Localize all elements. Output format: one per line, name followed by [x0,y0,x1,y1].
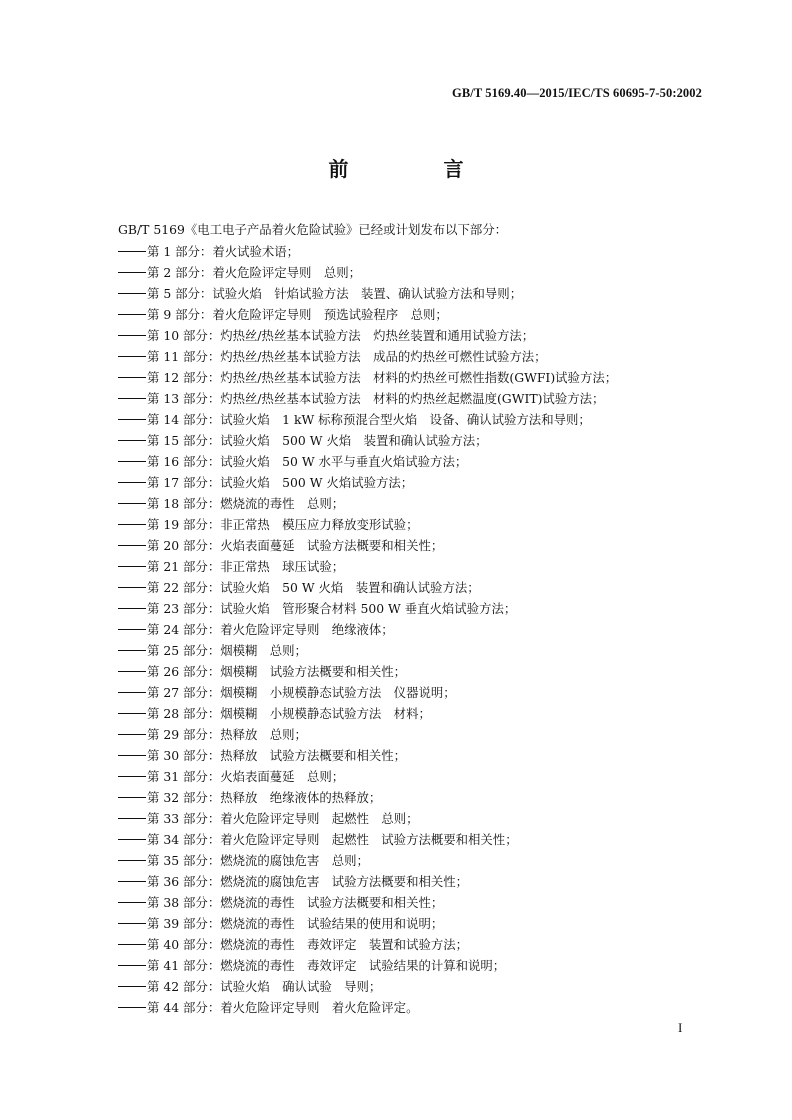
list-item [118,955,617,976]
em-dash-marker [118,461,146,462]
em-dash-marker [118,251,146,252]
list-item [118,745,617,766]
em-dash-marker [118,713,146,714]
em-dash-marker [118,965,146,966]
list-item [118,472,617,493]
list-item-text: 第 31 部分：火焰表面蔓延 总则； [147,769,345,784]
list-item [118,262,617,283]
list-item [118,808,617,829]
list-item-text: 第 1 部分：着火试验术语； [147,244,300,259]
list-item-text: 第 13 部分：灼热丝/热丝基本试验方法 材料的灼热丝起燃温度(GWIT)试验方法； [147,391,605,406]
list-item-text: 第 14 部分：试验火焰 1 kW 标称预混合型火焰 设备、确认试验方法和导则； [147,412,591,427]
em-dash-marker [118,692,146,693]
list-item [118,325,617,346]
em-dash-marker [118,755,146,756]
list-item-text: 第 24 部分：着火危险评定导则 绝缘液体； [147,622,394,637]
list-item-text: 第 41 部分：燃烧流的毒性 毒效评定 试验结果的计算和说明； [147,958,506,973]
em-dash-marker [118,524,146,525]
em-dash-marker [118,503,146,504]
list-item-text: 第 25 部分：烟模糊 总则； [147,643,307,658]
em-dash-marker [118,734,146,735]
em-dash-marker [118,923,146,924]
parts-list [118,241,617,1018]
em-dash-marker [118,776,146,777]
list-item-text: 第 16 部分：试验火焰 50 W 水平与垂直火焰试验方法； [147,454,468,469]
em-dash-marker [118,566,146,567]
list-item [118,430,617,451]
list-item [118,850,617,871]
em-dash-marker [118,545,146,546]
list-item-text: 第 33 部分：着火危险评定导则 起燃性 总则； [147,811,419,826]
list-item-text: 第 39 部分：燃烧流的毒性 试验结果的使用和说明； [147,916,444,931]
list-item [118,388,617,409]
list-item [118,829,617,850]
list-item [118,661,617,682]
list-item [118,934,617,955]
list-item-text: 第 42 部分：试验火焰 确认试验 导则； [147,979,382,994]
em-dash-marker [118,419,146,420]
list-item [118,997,617,1018]
list-item-text: 第 12 部分：灼热丝/热丝基本试验方法 材料的灼热丝可燃性指数(GWFI)试验方法； [147,370,618,385]
page-number: I [678,1020,683,1035]
list-item-text: 第 35 部分：燃烧流的腐蚀危害 总则； [147,853,369,868]
list-item [118,703,617,724]
em-dash-marker [118,440,146,441]
document-header-code: GB/T 5169.40—2015/IEC/TS 60695-7-50:2002 [452,86,702,100]
list-item [118,913,617,934]
em-dash-marker [118,293,146,294]
em-dash-marker [118,377,146,378]
list-item [118,451,617,472]
list-item-text: 第 18 部分：燃烧流的毒性 总则； [147,496,345,511]
list-item-text: 第 36 部分：燃烧流的腐蚀危害 试验方法概要和相关性； [147,874,469,889]
list-item [118,493,617,514]
list-item-text: 第 40 部分：燃烧流的毒性 毒效评定 装置和试验方法； [147,937,469,952]
list-item [118,283,617,304]
list-item-text: 第 44 部分：着火危险评定导则 着火危险评定。 [147,1000,419,1015]
em-dash-marker [118,398,146,399]
em-dash-marker [118,881,146,882]
em-dash-marker [118,797,146,798]
em-dash-marker [118,587,146,588]
list-item-text: 第 21 部分：非正常热 球压试验； [147,559,345,574]
list-item-text: 第 32 部分：热释放 绝缘液体的热释放； [147,790,382,805]
list-item-text: 第 20 部分：火焰表面蔓延 试验方法概要和相关性； [147,538,444,553]
list-item [118,535,617,556]
em-dash-marker [118,272,146,273]
list-item-text: 第 38 部分：燃烧流的毒性 试验方法概要和相关性； [147,895,444,910]
em-dash-marker [118,860,146,861]
list-item [118,976,617,997]
list-item [118,892,617,913]
list-item [118,766,617,787]
list-item [118,640,617,661]
list-item [118,367,617,388]
page-title: 前 言 [328,157,508,181]
list-item [118,619,617,640]
list-item-text: 第 34 部分：着火危险评定导则 起燃性 试验方法概要和相关性； [147,832,518,847]
list-item [118,556,617,577]
list-item-text: 第 9 部分：着火危险评定导则 预选试验程序 总则； [147,307,448,322]
em-dash-marker [118,335,146,336]
list-item [118,871,617,892]
list-item-text: 第 11 部分：灼热丝/热丝基本试验方法 成品的灼热丝可燃性试验方法； [147,349,547,364]
list-item [118,724,617,745]
em-dash-marker [118,818,146,819]
list-item-text: 第 27 部分：烟模糊 小规模静态试验方法 仪器说明； [147,685,456,700]
em-dash-marker [118,629,146,630]
list-item-text: 第 26 部分：烟模糊 试验方法概要和相关性； [147,664,407,679]
em-dash-marker [118,1007,146,1008]
list-item [118,598,617,619]
list-item [118,787,617,808]
list-item [118,304,617,325]
list-item-text: 第 17 部分：试验火焰 500 W 火焰试验方法； [147,475,414,490]
em-dash-marker [118,839,146,840]
list-item [118,241,617,262]
list-item-text: 第 29 部分：热释放 总则； [147,727,307,742]
list-item-text: 第 2 部分：着火危险评定导则 总则； [147,265,362,280]
list-item [118,346,617,367]
em-dash-marker [118,986,146,987]
list-item [118,682,617,703]
list-item [118,514,617,535]
list-item-text: 第 22 部分：试验火焰 50 W 火焰 装置和确认试验方法； [147,580,480,595]
intro-paragraph: GB/T 5169《电工电子产品着火危险试验》已经或计划发布以下部分： [118,222,508,237]
list-item [118,577,617,598]
list-item-text: 第 23 部分：试验火焰 管形聚合材料 500 W 垂直火焰试验方法； [147,601,517,616]
em-dash-marker [118,944,146,945]
em-dash-marker [118,902,146,903]
list-item-text: 第 15 部分：试验火焰 500 W 火焰 装置和确认试验方法； [147,433,488,448]
em-dash-marker [118,356,146,357]
list-item-text: 第 30 部分：热释放 试验方法概要和相关性； [147,748,407,763]
list-item-text: 第 10 部分：灼热丝/热丝基本试验方法 灼热丝装置和通用试验方法； [147,328,535,343]
list-item-text: 第 19 部分：非正常热 模压应力释放变形试验； [147,517,419,532]
list-item-text: 第 5 部分：试验火焰 针焰试验方法 装置、确认试验方法和导则； [147,286,523,301]
list-item [118,409,617,430]
em-dash-marker [118,608,146,609]
list-item-text: 第 28 部分：烟模糊 小规模静态试验方法 材料； [147,706,431,721]
em-dash-marker [118,650,146,651]
em-dash-marker [118,314,146,315]
em-dash-marker [118,482,146,483]
em-dash-marker [118,671,146,672]
